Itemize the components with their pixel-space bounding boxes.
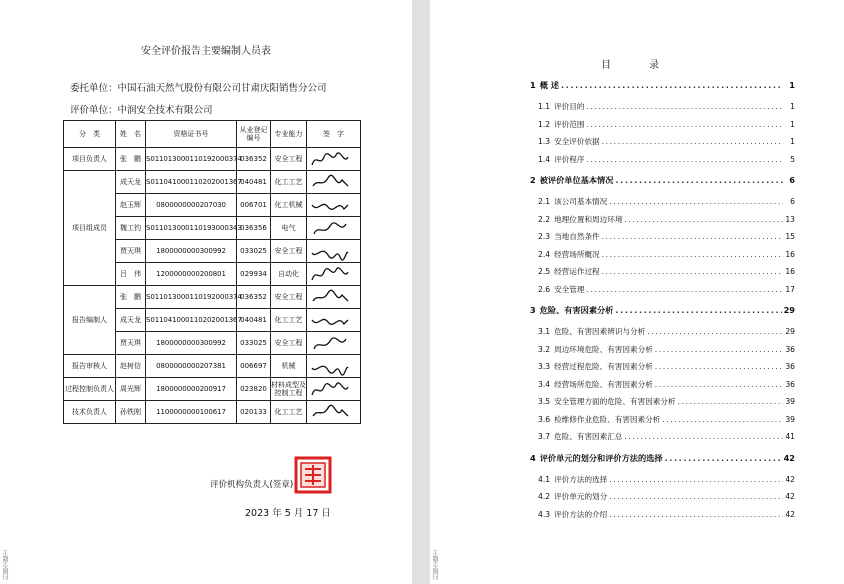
handwritten-signature <box>310 310 350 330</box>
table-row <box>64 171 361 194</box>
toc-page-number: 6 <box>790 197 795 206</box>
header-signature: 签 字 <box>307 121 361 148</box>
name-cell: 贾天琪 <box>116 332 146 355</box>
cert-cell: S011013000110192000374 <box>146 148 237 171</box>
toc-label: 安全管理方面的危险、有害因素分析 <box>554 397 676 406</box>
toc-section-entry[interactable] <box>538 414 795 425</box>
toc-leader-dots <box>655 345 783 354</box>
evaluator-line: 评价单位：中润安全技术有限公司 <box>70 105 213 116</box>
toc-page <box>430 0 844 584</box>
header-specialty: 专业能力 <box>271 121 307 148</box>
handwritten-signature <box>310 218 350 238</box>
cert-cell: 1100000000100617 <box>146 401 237 424</box>
toc-label: 评价方法的选择 <box>554 474 608 484</box>
reg-cell: 036352 <box>237 286 271 309</box>
toc-page-number: 42 <box>785 474 795 484</box>
toc-number: 3 <box>530 305 536 315</box>
toc-label: 危险、有害因素汇总 <box>554 432 623 441</box>
toc-section-entry[interactable] <box>538 509 795 520</box>
category-cell: 过程控制负责人 <box>64 378 116 401</box>
toc-leader-dots <box>602 267 783 276</box>
toc-section-entry[interactable] <box>538 379 795 390</box>
handwritten-signature <box>310 172 350 192</box>
cert-cell: 1800000000300992 <box>146 240 237 263</box>
toc-section-entry[interactable] <box>538 474 795 485</box>
toc-number: 3.4 <box>538 379 551 389</box>
staff-table-body <box>64 148 361 424</box>
toc-label: 安全管理 <box>554 284 585 294</box>
toc-label: 评价单元的划分和评价方法的选择 <box>539 452 663 463</box>
toc-label: 当地自然条件 <box>554 232 600 241</box>
handwritten-signature <box>310 333 350 353</box>
toc-number: 3.7 <box>538 432 551 441</box>
toc-section-entry[interactable] <box>538 231 795 242</box>
handwritten-signature <box>310 264 350 284</box>
toc-number: 1.4 <box>538 154 551 164</box>
toc-page-number: 15 <box>785 232 795 241</box>
toc-number: 1.2 <box>538 119 551 129</box>
toc-label: 被评价单位基本情况 <box>539 175 614 185</box>
table-row <box>64 401 361 424</box>
toc-leader-dots <box>609 475 783 484</box>
staff-table-title: 安全评价报告主要编制人员表 <box>141 46 271 57</box>
toc-section-entry[interactable] <box>538 396 795 407</box>
name-cell: 周光辉 <box>116 378 146 401</box>
header-category: 分 类 <box>64 121 116 148</box>
toc-number: 3.5 <box>538 397 551 406</box>
toc-number: 2.6 <box>538 284 551 294</box>
toc-leader-dots <box>615 305 781 315</box>
specialty-cell: 安全工程 <box>271 286 307 309</box>
reg-cell: 033025 <box>237 240 271 263</box>
specialty-cell: 自动化 <box>271 263 307 286</box>
handwritten-signature <box>310 195 350 215</box>
specialty-cell: 化工工艺 <box>271 401 307 424</box>
toc-leader-dots <box>609 510 783 519</box>
signature-cell <box>307 355 361 378</box>
category-cell: 项目负责人 <box>64 148 116 171</box>
reg-cell: 040481 <box>237 171 271 194</box>
cert-cell: 1200000000200801 <box>146 263 237 286</box>
name-cell: 贾天琪 <box>116 240 146 263</box>
toc-number: 2.1 <box>538 197 551 206</box>
name-cell: 成天龙 <box>116 171 146 194</box>
reg-cell: 023820 <box>237 378 271 401</box>
toc-section-entry[interactable] <box>538 119 795 130</box>
reg-cell: 006701 <box>237 194 271 217</box>
toc-page-number: 36 <box>785 344 795 354</box>
category-cell: 报告审核人 <box>64 355 116 378</box>
toc-chapter-entry[interactable] <box>530 453 795 464</box>
toc-page-number: 17 <box>785 284 795 294</box>
header-name: 姓 名 <box>116 121 146 148</box>
toc-section-entry[interactable] <box>538 431 795 442</box>
cert-cell: S011041000110202001367 <box>146 171 237 194</box>
name-cell: 孙铁刚 <box>116 401 146 424</box>
specialty-cell: 机械 <box>271 355 307 378</box>
toc-leader-dots <box>609 197 783 206</box>
toc-leader-dots <box>602 250 783 259</box>
toc-label: 检维修作业危险、有害因素分析 <box>554 414 661 424</box>
name-cell: 张 鹏 <box>116 286 146 309</box>
toc-label: 该公司基本情况 <box>554 197 608 206</box>
scanner-watermark: 扫描全能王 <box>3 550 10 580</box>
name-cell: 成天龙 <box>116 309 146 332</box>
toc-section-entry[interactable] <box>538 266 795 277</box>
toc-label: 评价范围 <box>554 119 585 129</box>
toc-leader-dots <box>655 380 783 389</box>
toc-leader-dots <box>665 453 782 463</box>
toc-chapter-entry[interactable] <box>530 80 795 91</box>
toc-label: 危险、有害因素辨识与分析 <box>554 327 646 336</box>
staff-page <box>0 0 412 584</box>
table-row <box>64 148 361 171</box>
toc-page-number: 16 <box>785 249 795 259</box>
toc-leader-dots <box>624 215 783 224</box>
toc-number: 2.4 <box>538 249 551 259</box>
handwritten-signature <box>310 379 350 399</box>
name-cell: 张 鹏 <box>116 148 146 171</box>
toc-section-entry[interactable] <box>538 284 795 295</box>
signature-cell <box>307 286 361 309</box>
toc-number: 2 <box>530 175 536 185</box>
toc-leader-dots <box>609 492 783 501</box>
toc-leader-dots <box>586 120 783 129</box>
toc-number: 2.3 <box>538 232 551 241</box>
signature-cell <box>307 217 361 240</box>
toc-section-entry[interactable] <box>538 361 795 372</box>
category-cell: 报告编制人 <box>64 286 116 355</box>
toc-label: 安全评价依据 <box>554 137 600 146</box>
toc-label: 经营过程危险、有害因素分析 <box>554 362 653 371</box>
cert-cell: 0800000000207381 <box>146 355 237 378</box>
reg-cell: 040481 <box>237 309 271 332</box>
category-cell: 技术负责人 <box>64 401 116 424</box>
signature-cell <box>307 240 361 263</box>
toc-page-number: 36 <box>785 362 795 371</box>
toc-label: 评价方法的介绍 <box>554 509 608 519</box>
specialty-cell: 化工机械 <box>271 194 307 217</box>
toc-section-entry[interactable] <box>538 249 795 260</box>
toc-label: 评价目的 <box>554 102 585 111</box>
reg-cell: 036356 <box>237 217 271 240</box>
toc-page-number: 42 <box>785 509 795 519</box>
toc-number: 3.2 <box>538 344 551 354</box>
toc-leader-dots <box>615 175 783 185</box>
toc-number: 4.2 <box>538 492 551 501</box>
reg-cell: 020133 <box>237 401 271 424</box>
scanner-watermark: 扫描全能王 <box>433 550 440 580</box>
specialty-cell: 电气 <box>271 217 307 240</box>
signature-cell <box>307 309 361 332</box>
signature-cell <box>307 171 361 194</box>
handwritten-signature <box>310 241 350 261</box>
toc-section-entry[interactable] <box>538 326 795 337</box>
toc-label: 周边环境危险、有害因素分析 <box>554 344 653 354</box>
signature-cell <box>307 401 361 424</box>
header-reg: 从业登记编号 <box>237 121 271 148</box>
toc-leader-dots <box>602 232 783 241</box>
specialty-cell: 安全工程 <box>271 240 307 263</box>
toc-leader-dots <box>647 327 783 336</box>
toc-label: 经营场所概况 <box>554 249 600 259</box>
reg-cell: 036352 <box>237 148 271 171</box>
specialty-cell: 安全工程 <box>271 332 307 355</box>
specialty-cell: 化工工艺 <box>271 171 307 194</box>
toc-section-entry[interactable] <box>538 344 795 355</box>
toc-title: 目 录 <box>601 60 673 71</box>
toc-chapter-entry[interactable] <box>530 305 795 316</box>
toc-number: 3.6 <box>538 414 551 424</box>
toc-label: 经营场所危险、有害因素分析 <box>554 379 653 389</box>
toc-section-entry[interactable] <box>538 154 795 165</box>
handwritten-signature <box>310 149 350 169</box>
toc-label: 经营运作过程 <box>554 267 600 276</box>
toc-leader-dots <box>624 432 783 441</box>
toc-number: 4.1 <box>538 474 551 484</box>
name-cell: 赵树信 <box>116 355 146 378</box>
toc-leader-dots <box>586 102 783 111</box>
name-cell: 魏工钧 <box>116 217 146 240</box>
header-cert: 资格证书号 <box>146 121 237 148</box>
cert-cell: 1800000000300992 <box>146 332 237 355</box>
toc-leader-dots <box>678 397 783 406</box>
category-cell: 项目组成员 <box>64 171 116 286</box>
specialty-cell: 化工工艺 <box>271 309 307 332</box>
toc-page-number: 1 <box>790 119 795 129</box>
name-cell: 赵玉辉 <box>116 194 146 217</box>
org-head-signature-label: 评价机构负责人(签章) <box>210 480 294 490</box>
name-cell: 吕 伟 <box>116 263 146 286</box>
toc-number: 3.1 <box>538 327 551 336</box>
table-row <box>64 286 361 309</box>
handwritten-signature <box>310 402 350 422</box>
toc-label: 评价程序 <box>554 154 585 164</box>
toc-number: 1.1 <box>538 102 551 111</box>
toc-leader-dots <box>655 362 783 371</box>
toc-page-number: 41 <box>785 432 795 441</box>
toc-section-entry[interactable] <box>538 196 795 207</box>
toc-page-number: 1 <box>789 80 795 90</box>
client-line: 委托单位：中国石油天然气股份有限公司甘肃庆阳销售分公司 <box>70 83 327 94</box>
handwritten-signature <box>310 356 350 376</box>
toc-number: 2.2 <box>538 214 551 224</box>
toc-leader-dots <box>602 137 783 146</box>
toc-page-number: 5 <box>790 154 795 164</box>
toc-leader-dots <box>561 80 783 90</box>
page-gutter <box>412 0 430 584</box>
toc-number: 4 <box>530 452 536 463</box>
signature-cell <box>307 263 361 286</box>
specialty-cell: 材料成型及控制工程 <box>271 378 307 401</box>
date-line: 2023 年 5 月 17 日 <box>245 508 331 519</box>
toc-page-number: 13 <box>785 214 795 224</box>
toc-number: 3.3 <box>538 362 551 371</box>
specialty-cell: 安全工程 <box>271 148 307 171</box>
toc-page-number: 6 <box>789 175 795 185</box>
handwritten-signature <box>310 287 350 307</box>
toc-section-entry[interactable] <box>538 214 795 225</box>
reg-cell: 033025 <box>237 332 271 355</box>
toc-page-number: 1 <box>790 137 795 146</box>
toc-leader-dots <box>586 285 783 294</box>
toc-page-number: 39 <box>785 414 795 424</box>
toc-page-number: 36 <box>785 379 795 389</box>
red-seal-stamp <box>293 455 333 495</box>
reg-cell: 029934 <box>237 263 271 286</box>
toc-chapter-entry[interactable] <box>530 175 795 186</box>
toc-section-entry[interactable] <box>538 101 795 112</box>
toc-section-entry[interactable] <box>538 491 795 502</box>
toc-label: 评价单元的划分 <box>554 492 608 501</box>
signature-cell <box>307 332 361 355</box>
signature-cell <box>307 194 361 217</box>
toc-page-number: 16 <box>785 267 795 276</box>
reg-cell: 006697 <box>237 355 271 378</box>
cert-cell: S011013000110192000374 <box>146 286 237 309</box>
toc-page-number: 29 <box>785 327 795 336</box>
table-row <box>64 378 361 401</box>
toc-number: 4.3 <box>538 509 551 519</box>
toc-page-number: 29 <box>783 305 795 315</box>
toc-label: 概 述 <box>539 80 559 90</box>
toc-page-number: 1 <box>790 102 795 111</box>
signature-cell <box>307 378 361 401</box>
cert-cell: 1800000000200917 <box>146 378 237 401</box>
cert-cell: 0800000000207030 <box>146 194 237 217</box>
toc-section-entry[interactable] <box>538 136 795 147</box>
table-row <box>64 355 361 378</box>
toc-label: 地理位置和周边环境 <box>554 214 623 224</box>
toc-label: 危险、有害因素分析 <box>539 305 614 315</box>
toc-page-number: 42 <box>783 452 795 463</box>
cert-cell: S011013000110193000343 <box>146 217 237 240</box>
staff-table <box>63 120 361 424</box>
toc-page-number: 42 <box>785 492 795 501</box>
toc-page-number: 39 <box>785 397 795 406</box>
toc-number: 1.3 <box>538 137 551 146</box>
cert-cell: S011041000110202001367 <box>146 309 237 332</box>
toc-number: 1 <box>530 80 536 90</box>
toc-number: 2.5 <box>538 267 551 276</box>
signature-cell <box>307 148 361 171</box>
toc-leader-dots <box>662 415 783 424</box>
toc-leader-dots <box>586 155 783 164</box>
